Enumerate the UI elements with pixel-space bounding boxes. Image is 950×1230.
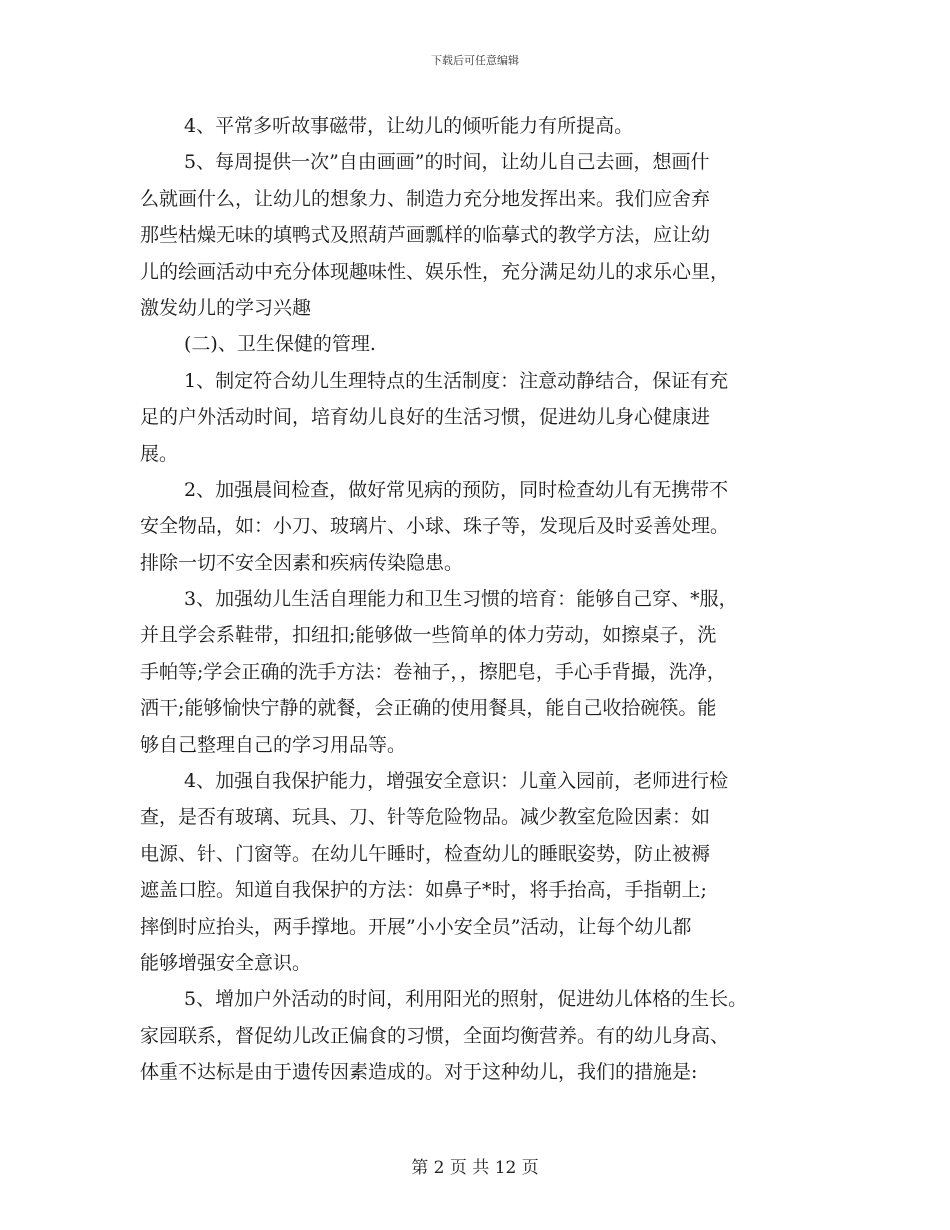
text-line: 4、平常多听故事磁带，让幼儿的倾听能力有所提高。 xyxy=(184,115,634,137)
text-line: 5、每周提供一次”自由画画”的时间，让幼儿自己去画，想画什 xyxy=(184,151,710,174)
paragraph-1 xyxy=(140,108,820,144)
text-line: 足的户外活动时间，培育幼儿良好的生活习惯，促进幼儿身心健康进 xyxy=(140,406,711,429)
text-line: 并且学会系鞋带，扣纽扣;能够做一些简单的体力劳动，如擦桌子，洗 xyxy=(140,624,717,647)
paragraph-5 xyxy=(140,581,820,763)
paragraph-2 xyxy=(140,144,820,326)
paragraph-6 xyxy=(140,763,820,981)
document-body xyxy=(140,108,820,1091)
text-line: 能够增强安全意识。 xyxy=(140,951,312,974)
text-line: 3、加强幼儿生活自理能力和卫生习惯的培育：能够自己穿、*服， xyxy=(184,588,738,611)
text-line: 4、加强自我保护能力，增强安全意识：儿童入园前，老师进行检 xyxy=(184,770,729,793)
text-line: 查，是否有玻璃、玩具、刀、针等危险物品。减少教室危险因素：如 xyxy=(140,806,711,829)
text-line: 够自己整理自己的学习用品等。 xyxy=(140,733,407,756)
text-line: 激发幼儿的学习兴趣 xyxy=(140,296,312,319)
paragraph-3 xyxy=(140,363,820,472)
text-line: 那些枯燥无味的填鸭式及照葫芦画瓢样的临摹式的教学方法，应让幼 xyxy=(140,224,711,247)
text-line: 儿的绘画活动中充分体现趣味性、娱乐性，充分满足幼儿的求乐心里， xyxy=(140,260,730,283)
text-line: 5、增加户外活动的时间，利用阳光的照射，促进幼儿体格的生长。 xyxy=(184,988,748,1011)
page-footer: 第 2 页 共 12 页 xyxy=(411,1158,539,1178)
text-line: 电源、针、门窗等。在幼儿午睡时，检查幼儿的睡眠姿势，防止被褥 xyxy=(140,842,711,865)
text-line: 么就画什么，让幼儿的想象力、制造力充分地发挥出来。我们应舍弃 xyxy=(140,187,711,210)
text-line: 展。 xyxy=(140,442,179,465)
text-line: 体重不达标是由于遗传因素造成的。对于这种幼儿，我们的措施是: xyxy=(140,1061,698,1084)
text-line: 洒干;能够愉快宁静的就餐，会正确的使用餐具，能自己收拾碗筷。能 xyxy=(140,697,717,720)
text-line: 家园联系，督促幼儿改正偏食的习惯，全面均衡营养。有的幼儿身高、 xyxy=(140,1024,730,1047)
paragraph-4 xyxy=(140,472,820,581)
text-line: 排除一切不安全因素和疾病传染隐患。 xyxy=(140,551,464,574)
text-line: 安全物品，如：小刀、玻璃片、小球、珠子等，发现后及时妥善处理。 xyxy=(140,515,730,538)
text-line: 摔倒时应抬头，两手撑地。开展”小小安全员”活动，让每个幼儿都 xyxy=(140,915,692,938)
text-line: 1、制定符合幼儿生理特点的生活制度：注意动静结合，保证有充 xyxy=(184,369,729,392)
paragraph-7 xyxy=(140,981,820,1090)
text-line: 2、加强晨间检查，做好常见病的预防，同时检查幼儿有无携带不 xyxy=(184,478,729,501)
text-line: 遮盖口腔。知道自我保护的方法：如鼻子*时，将手抬高，手指朝上; xyxy=(140,879,707,902)
page-header: 下载后可任意编辑 xyxy=(431,54,519,67)
text-line: 手帕等;学会正确的洗手方法：卷袖子，，擦肥皂，手心手背撮，洗净， xyxy=(140,660,726,683)
text-line: (二)、卫生保健的管理. xyxy=(184,333,376,356)
section-heading xyxy=(140,326,820,362)
